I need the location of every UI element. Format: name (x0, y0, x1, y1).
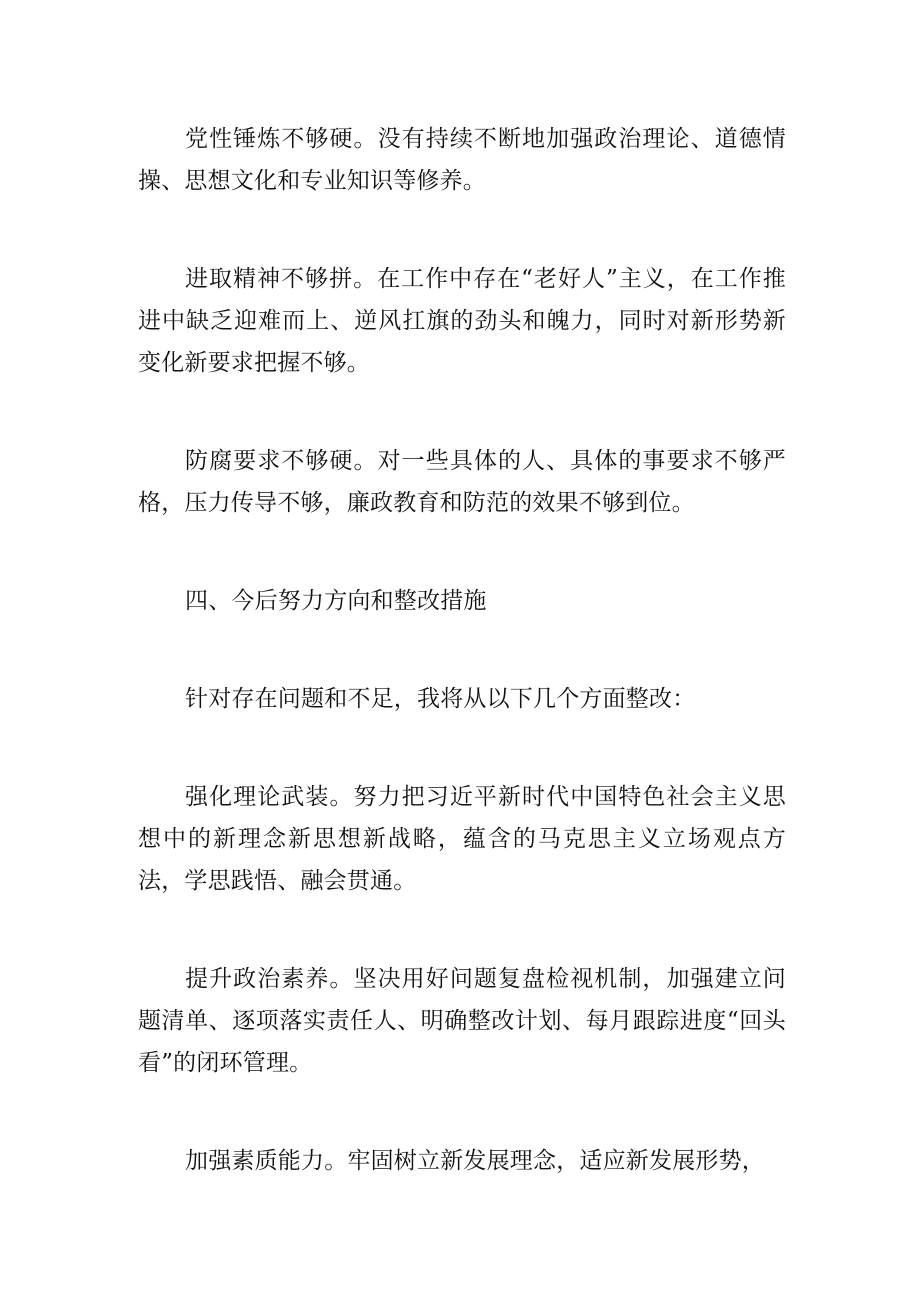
paragraph-party-spirit: 党性锤炼不够硬。没有持续不断地加强政治理论、道德情操、思想文化和专业知识等修养。 (138, 126, 786, 194)
paragraph-enterprising-spirit: 进取精神不够拼。在工作中存在“老好人”主义，在工作推进中缺乏迎难而上、逆风扛旗的劲头和魄力，同时对新形势新变化新要求把握不够。 (138, 266, 786, 376)
paragraph-theory: 强化理论武装。努力把习近平新时代中国特色社会主义思想中的新理念新思想新战略，蕴含的马克思主义立场观点方法，学思践悟、融会贯通。 (138, 784, 786, 894)
paragraph-rectification-intro: 针对存在问题和不足，我将从以下几个方面整改： (185, 686, 696, 712)
paragraph-anti-corruption: 防腐要求不够硬。对一些具体的人、具体的事要求不够严格，压力传导不够，廉政教育和防范的效果不够到位。 (138, 448, 786, 516)
paragraph-ability: 加强素质能力。牢固树立新发展理念，适应新发展形势， (185, 1148, 765, 1174)
paragraph-political-quality: 提升政治素养。坚决用好问题复盘检视机制，加强建立问题清单、逐项落实责任人、明确整改计划、每月跟踪进度“回头看”的闭环管理。 (138, 966, 786, 1076)
document-body (138, 118, 786, 1238)
section-heading: 四、今后努力方向和整改措施 (185, 588, 487, 614)
